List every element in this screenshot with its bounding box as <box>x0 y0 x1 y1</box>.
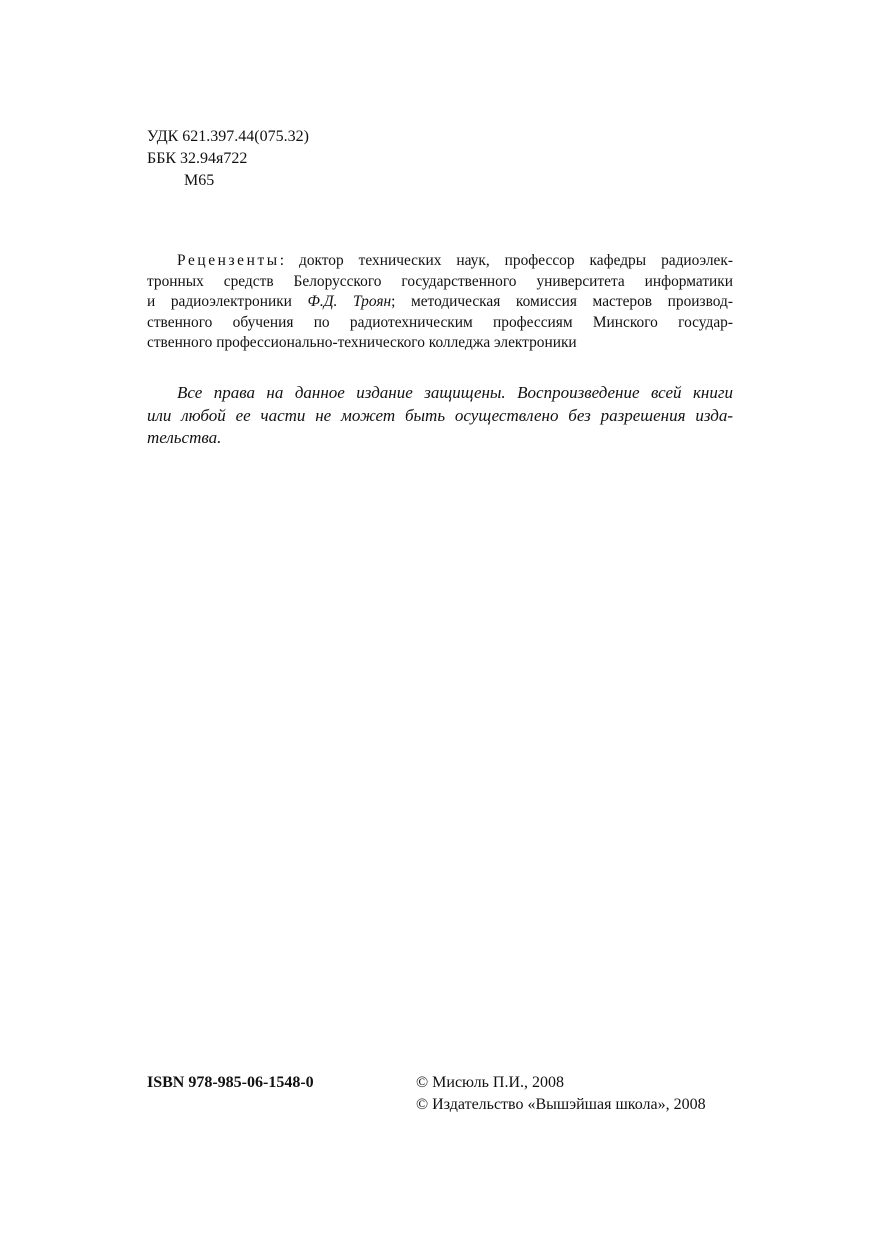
isbn: ISBN 978-985-06-1548-0 <box>147 1074 314 1091</box>
classification-block <box>147 126 309 192</box>
reviewers-line-3-before: и радиоэлектроники <box>147 293 308 310</box>
reviewers-line-3 <box>147 292 733 313</box>
reviewers-paragraph <box>147 251 733 354</box>
reviewers-line-3-after: ; методическая комиссия мастеров производ- <box>391 293 733 310</box>
author-mark: М65 <box>184 172 215 189</box>
reviewers-line-5: ственного профессионально-технического колледжа электроники <box>147 334 577 351</box>
rights-line-3: тельства. <box>147 428 222 447</box>
udk-code: УДК 621.397.44(075.32) <box>147 128 309 145</box>
rights-notice <box>147 382 733 450</box>
reviewers-line-2: тронных средств Белорусского государственного университета информатики <box>147 272 733 290</box>
reviewers-label: Рецензенты <box>177 252 280 269</box>
copyright-author: © Мисюль П.И., 2008 <box>416 1074 564 1091</box>
reviewers-line-1 <box>147 251 733 272</box>
reviewers-line-4: ственного обучения по радиотехническим профессиям Минского государ- <box>147 313 733 331</box>
reviewers-line-1-text: : доктор технических наук, профессор кафедры радиоэлек- <box>279 252 733 269</box>
copyright-block <box>416 1072 706 1116</box>
reviewer-name: Ф.Д. Троян <box>307 293 392 310</box>
copyright-publisher: © Издательство «Вышэйшая школа», 2008 <box>416 1096 706 1113</box>
rights-line-2: или любой ее части не может быть осуществлено без разрешения изда- <box>147 405 733 425</box>
rights-line-1: Все права на данное издание защищены. Воспроизведение всей книги <box>177 383 733 402</box>
bbk-code: ББК 32.94я722 <box>147 150 248 167</box>
